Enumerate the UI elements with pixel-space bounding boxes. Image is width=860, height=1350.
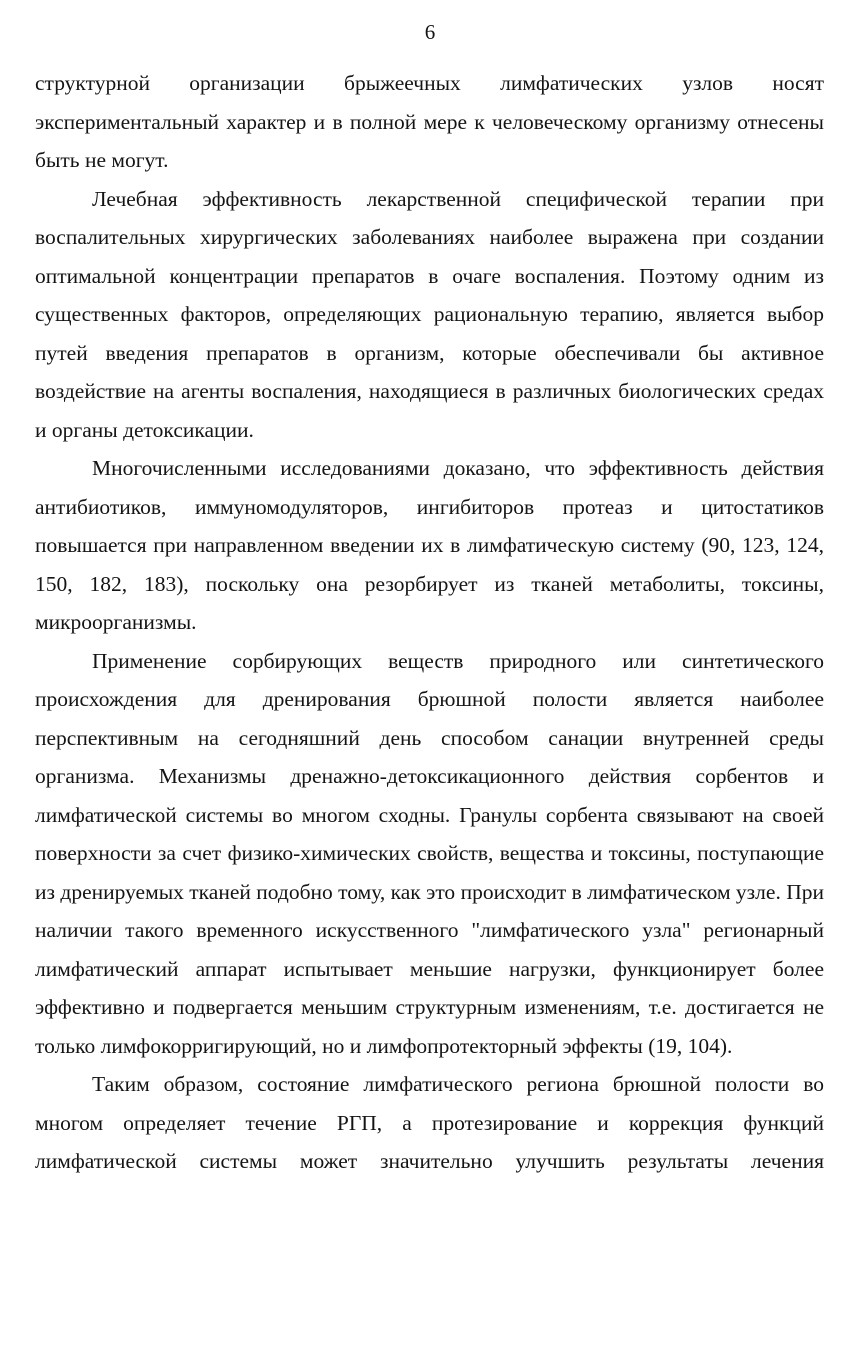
page-number: 6: [424, 20, 436, 44]
text-body: [35, 64, 824, 1181]
paragraph-conclusion: Таким образом, состояние лимфатического региона брюшной полости во многом определяет течение РГП, а протезирование и коррекция функций лимфатической системы может значительно улучшить результаты лечения: [35, 1072, 824, 1173]
paragraph-continuation: структурной организации брыжеечных лимфатических узлов носят экспериментальный характер и в полной мере к человеческому организму отнесены быть не могут.: [35, 71, 824, 172]
paragraph-lymphatic-administration: Многочисленными исследованиями доказано, что эффективность действия антибиотиков, иммуномодуляторов, ингибиторов протеаз и цитостатиков повышается при направленном введении их в лимфатическую систему (90, 123, 124, 150, 182, 183), поскольку она резорбирует из тканей метаболиты, токсины, микроорганизмы.: [35, 456, 824, 634]
paragraph-therapy-efficacy: Лечебная эффективность лекарственной специфической терапии при воспалительных хирургических заболеваниях наиболее выражена при создании оптимальной концентрации препаратов в очаге воспаления. Поэтому одним из существенных факторов, определяющих рациональную терапию, является выбор путей введения препаратов в организм, которые обеспечивали бы активное воздействие на агенты воспаления, находящиеся в различных биологических средах и органы детоксикации.: [35, 186, 824, 442]
paragraph-sorbents: Применение сорбирующих веществ природного или синтетического происхождения для дренирования брюшной полости является наиболее перспективным на сегодняшний день способом санации внутренней среды организма. Механизмы дренажно-детоксикационного действия сорбентов и лимфатической системы во многом сходны. Гранулы сорбента связывают на своей поверхности за счет физико-химических свойств, вещества и токсины, поступающие из дренируемых тканей подобно тому, как это происходит в лимфатическом узле. При наличии такого временного искусственного "лимфатического узла" регионарный лимфатический аппарат испытывает меньшие нагрузки, функционирует более эффективно и подвергается меньшим структурным изменениям, т.е. достигается не только лимфокорригирующий, но и лимфопротекторный эффекты (19, 104).: [35, 648, 824, 1058]
